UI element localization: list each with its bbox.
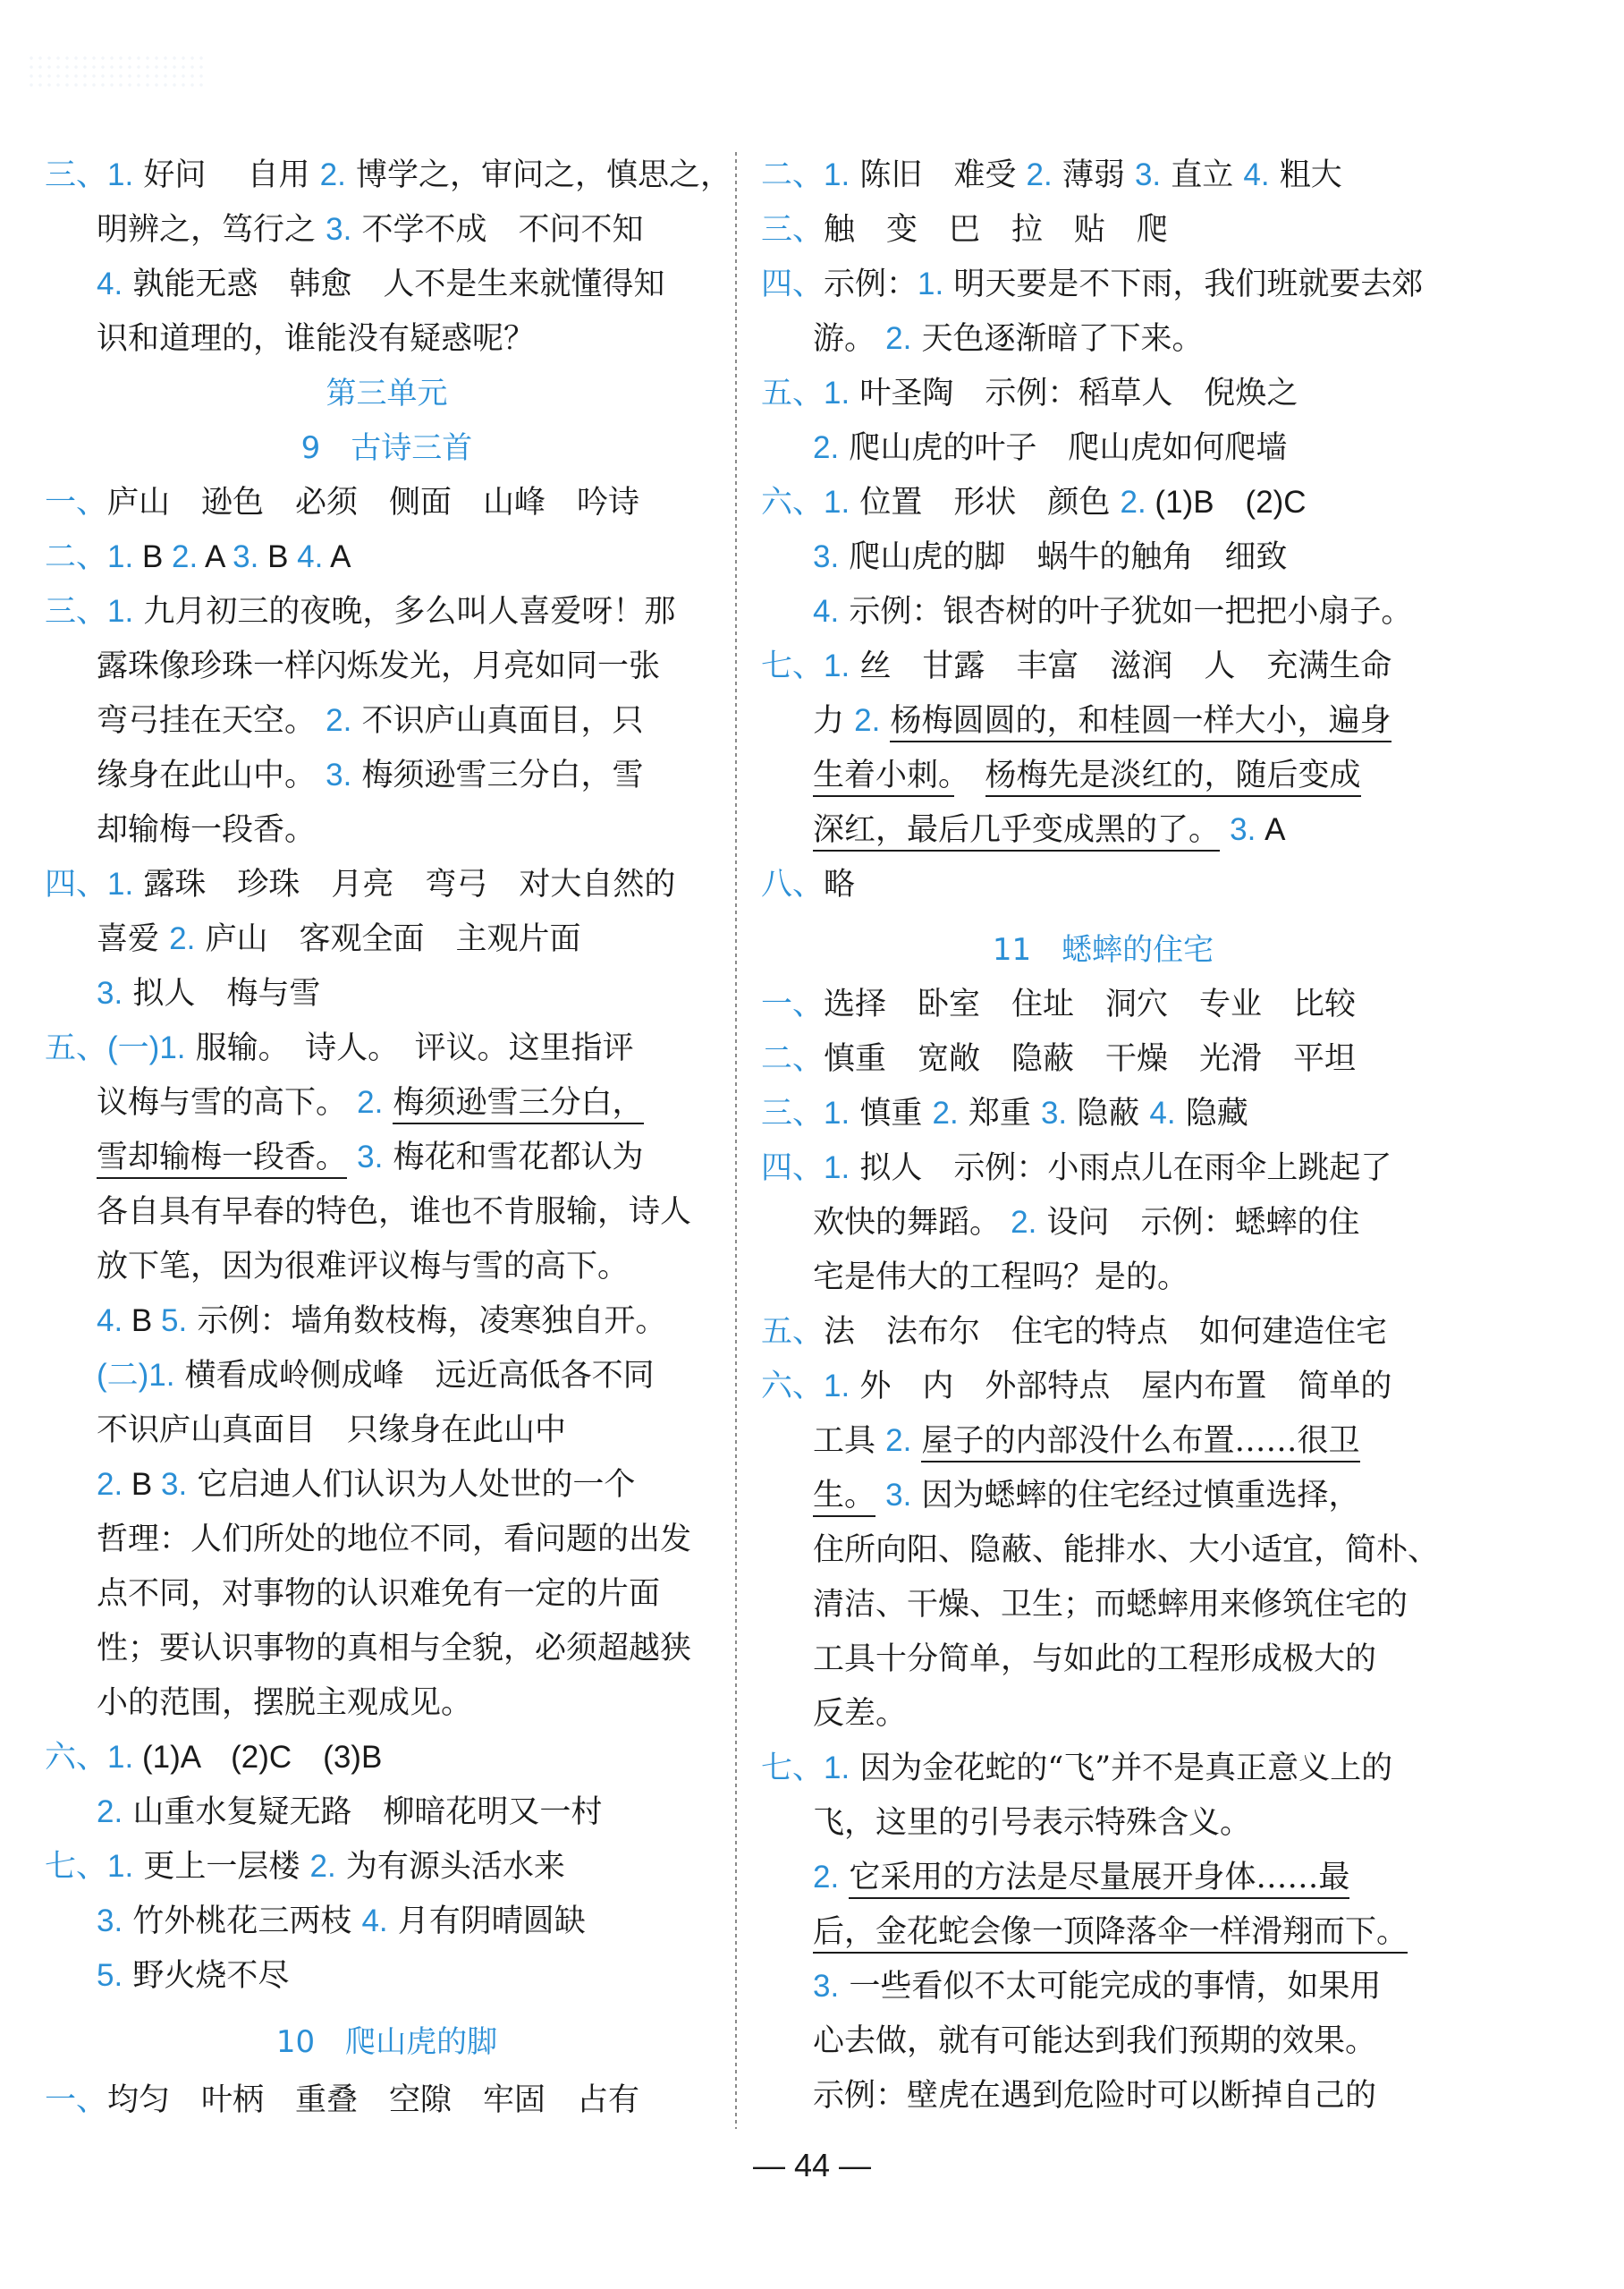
answer-line: 二、1. 陈旧 难受 2. 薄弱 3. 直立 4. 粗大 <box>761 157 1342 193</box>
lesson-title: 11 蟋蟀的住宅 <box>992 932 1214 968</box>
answer-line: 一、均匀 叶柄 重叠 空隙 牢固 占有 <box>45 2082 640 2118</box>
answer-line: 后，金花蛇会像一顶降落伞一样滑翔而下。 <box>813 1912 1408 1953</box>
answer-line: (二)1. 横看成岭侧成峰 远近高低各不同 <box>97 1358 655 1394</box>
answer-line: 四、1. 露珠 珍珠 月亮 弯弓 对大自然的 <box>45 867 676 903</box>
lesson-title: 10 爬山虎的脚 <box>275 2024 498 2060</box>
answer-line: 2. 山重水复疑无路 柳暗花明又一村 <box>97 1794 603 1830</box>
answer-line: 各自具有早春的特色，谁也不肯服输，诗人 <box>97 1194 692 1230</box>
answer-line: 喜爱 2. 庐山 客观全面 主观片面 <box>97 921 581 957</box>
answer-line: 2. 它采用的方法是尽量展开身体……最 <box>813 1857 1349 1898</box>
answer-line: 不识庐山真面目 只缘身在此山中 <box>97 1412 567 1448</box>
answer-line: 三、1. 九月初三的夜晚，多么叫人喜爱呀！那 <box>45 594 676 630</box>
column-divider <box>735 152 737 2129</box>
answer-line: 识和道理的，谁能没有疑惑呢？ <box>97 321 536 357</box>
answer-line: 三、1. 好问 自用 2. 博学之，审问之，慎思之， <box>45 157 732 193</box>
unit-title: 第三单元 <box>326 376 448 411</box>
answer-line: 六、1. 位置 形状 颜色 2. (1)B (2)C <box>761 485 1307 521</box>
answer-line: 议梅与雪的高下。 2. 梅须逊雪三分白， <box>97 1082 644 1123</box>
answer-line: 工具 2. 屋子的内部没什么布置……很卫 <box>813 1420 1360 1462</box>
answer-line: 雪却输梅一段香。 3. 梅花和雪花都认为 <box>97 1137 644 1178</box>
answer-line: 游。 2. 天色逐渐暗了下来。 <box>813 321 1204 357</box>
answer-line: 生着小刺。 杨梅先是淡红的，随后变成 <box>813 755 1361 796</box>
answer-line: 二、慎重 宽敞 隐蔽 干燥 光滑 平坦 <box>761 1041 1357 1077</box>
answer-line: 飞，这里的引号表示特殊含义。 <box>813 1805 1252 1841</box>
answer-line: 二、1. B 2. A 3. B 4. A <box>45 539 351 574</box>
answer-line: 3. 一些看似不太可能完成的事情，如果用 <box>813 1969 1382 2005</box>
answer-line: 力 2. 杨梅圆圆的，和桂圆一样大小，遍身 <box>813 700 1391 742</box>
answer-line: 住所向阳、隐蔽、能排水、大小适宜，简朴、 <box>813 1532 1440 1568</box>
answer-line: 宅是伟大的工程吗？是的。 <box>813 1259 1189 1295</box>
page-number: — 44 — <box>752 2147 872 2183</box>
answer-line: 清洁、干燥、卫生；而蟋蟀用来修筑住宅的 <box>813 1587 1408 1623</box>
answer-line: 3. 爬山虎的脚 蜗牛的触角 细致 <box>813 539 1288 575</box>
answer-line: 2. B 3. 它启迪人们认识为人处世的一个 <box>97 1467 636 1503</box>
answer-line: 性；要认识事物的真相与全貌，必须超越狭 <box>97 1631 692 1666</box>
answer-line: 放下笔，因为很难评议梅与雪的高下。 <box>97 1249 630 1284</box>
answer-line: 弯弓挂在天空。 2. 不识庐山真面目，只 <box>97 703 644 739</box>
lesson-title: 9 古诗三首 <box>300 430 473 466</box>
answer-line: 生。 3. 因为蟋蟀的住宅经过慎重选择， <box>813 1475 1360 1516</box>
answer-line: 4. 示例：银杏树的叶子犹如一把把小扇子。 <box>813 594 1413 630</box>
answer-line: 3. 拟人 梅与雪 <box>97 976 321 1012</box>
answer-line: 六、1. 外 内 外部特点 屋内布置 简单的 <box>761 1369 1392 1404</box>
answer-line: 一、选择 卧室 住址 洞穴 专业 比较 <box>761 987 1357 1022</box>
answer-line: 七、1. 丝 甘露 丰富 滋润 人 充满生命 <box>761 649 1392 684</box>
answer-line: 五、(一)1. 服输。 诗人。 评议。这里指评 <box>45 1030 634 1066</box>
answer-line: 三、1. 慎重 2. 郑重 3. 隐蔽 4. 隐藏 <box>761 1096 1248 1132</box>
answer-line: 明辨之，笃行之 3. 不学不成 不问不知 <box>97 212 644 248</box>
answer-line: 点不同，对事物的认识难免有一定的片面 <box>97 1576 661 1612</box>
header-decoration <box>27 54 206 89</box>
answer-line: 深红，最后几乎变成黑的了。 3. A <box>813 810 1285 851</box>
answer-line: 七、1. 更上一层楼 2. 为有源头活水来 <box>45 1849 565 1885</box>
answer-line: 三、触 变 巴 拉 贴 爬 <box>761 212 1169 248</box>
answer-line: 3. 竹外桃花三两枝 4. 月有阴晴圆缺 <box>97 1903 586 1939</box>
answer-line: 却输梅一段香。 <box>97 812 317 848</box>
answer-line: 四、示例：1. 明天要是不下雨，我们班就要去郊 <box>761 267 1424 302</box>
answer-line: 缘身在此山中。 3. 梅须逊雪三分白，雪 <box>97 758 644 793</box>
answer-line: 六、1. (1)A (2)C (3)B <box>45 1740 383 1776</box>
answer-line: 七、1. 因为金花蛇的“飞”并不是真正意义上的 <box>761 1751 1393 1786</box>
answer-line: 小的范围，摆脱主观成见。 <box>97 1685 473 1721</box>
answer-line: 工具十分简单，与如此的工程形成极大的 <box>813 1641 1377 1677</box>
answer-line: 欢快的舞蹈。 2. 设问 示例：蟋蟀的住 <box>813 1205 1360 1241</box>
answer-line: 五、法 法布尔 住宅的特点 如何建造住宅 <box>761 1314 1388 1350</box>
answer-line: 哲理：人们所处的地位不同，看问题的出发 <box>97 1522 692 1557</box>
answer-line: 反差。 <box>813 1696 908 1732</box>
answer-line: 4. B 5. 示例：墙角数枝梅，凌寒独自开。 <box>97 1303 667 1339</box>
answer-line: 示例：壁虎在遇到危险时可以断掉自己的 <box>813 2078 1377 2114</box>
answer-line: 五、1. 叶圣陶 示例：稻草人 倪焕之 <box>761 376 1298 411</box>
answer-line: 5. 野火烧不尽 <box>97 1958 290 1994</box>
answer-line: 2. 爬山虎的叶子 爬山虎如何爬墙 <box>813 430 1288 466</box>
answer-line: 八、略 <box>761 867 856 903</box>
answer-line: 一、庐山 逊色 必须 侧面 山峰 吟诗 <box>45 485 640 521</box>
answer-line: 四、1. 拟人 示例：小雨点儿在雨伞上跳起了 <box>761 1150 1392 1186</box>
answer-line: 心去做，就有可能达到我们预期的效果。 <box>813 2023 1377 2059</box>
answer-line: 4. 孰能无惑 韩愈 人不是生来就懂得知 <box>97 267 665 302</box>
answer-line: 露珠像珍珠一样闪烁发光，月亮如同一张 <box>97 649 661 684</box>
